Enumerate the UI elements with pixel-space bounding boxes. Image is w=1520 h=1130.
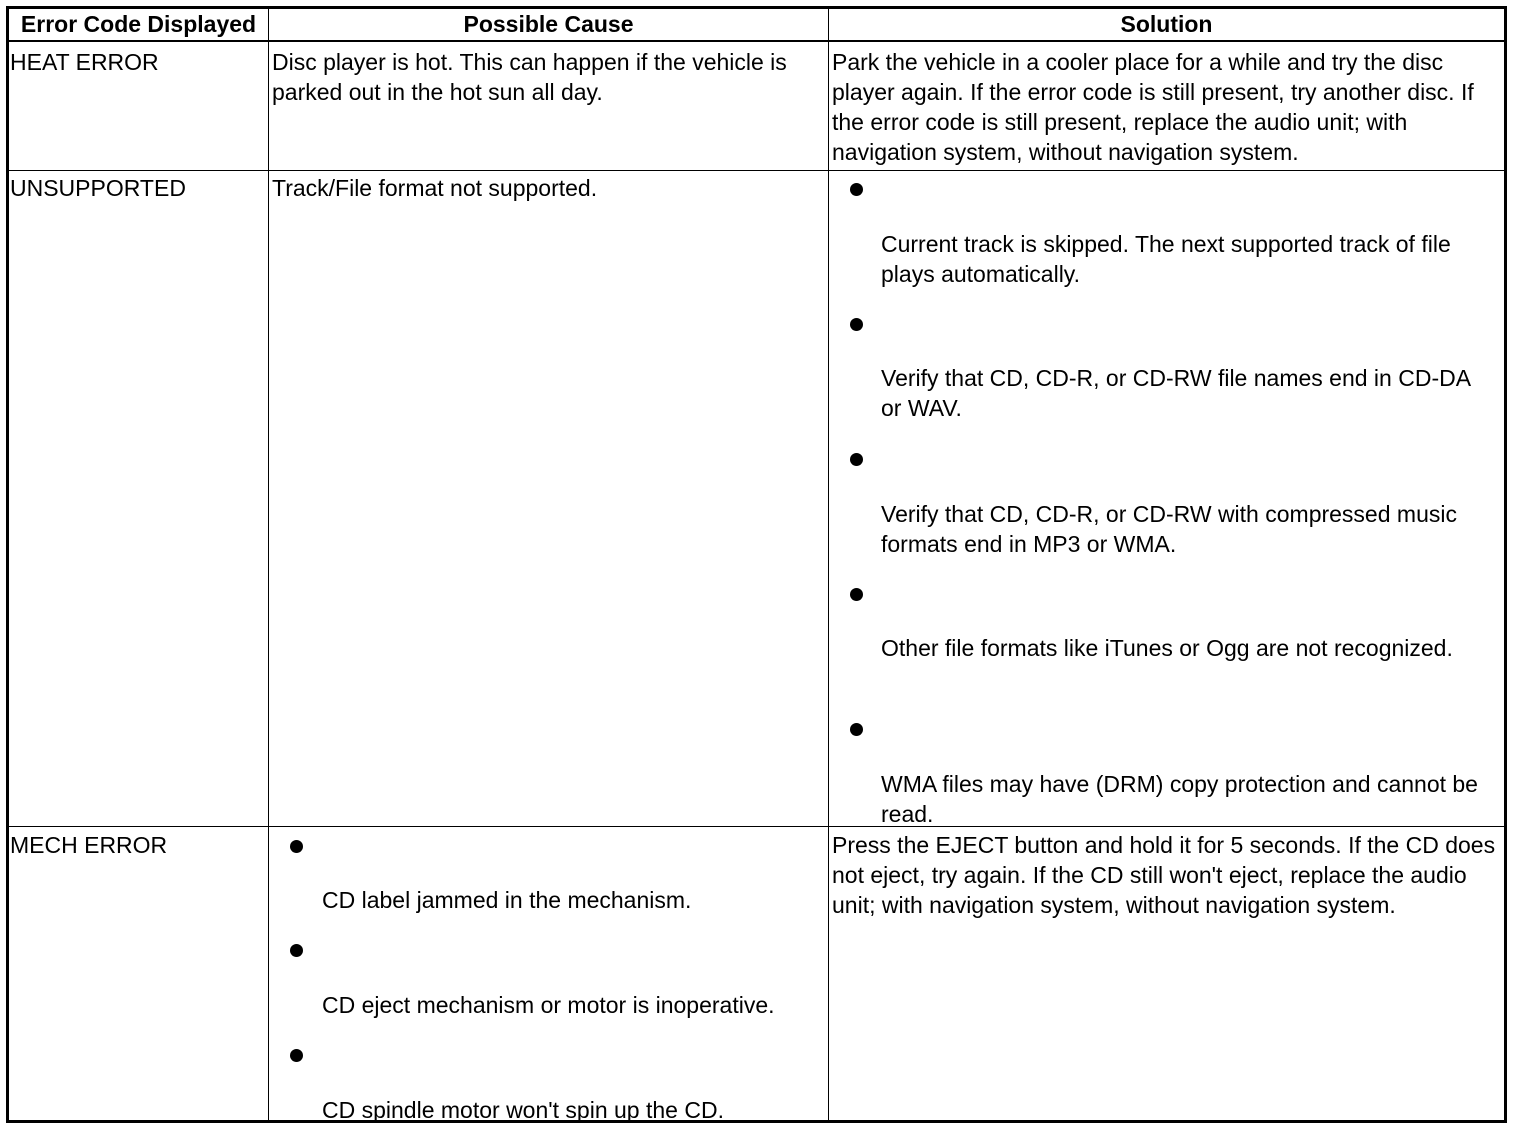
bullet-icon [850, 723, 863, 736]
row-divider [9, 170, 1504, 171]
error-code-cell: MECH ERROR [10, 832, 168, 858]
header-solution: Solution [1120, 11, 1213, 37]
solution-bullet-text: Other file formats like iTunes or Ogg are not recognized. [881, 635, 1453, 661]
solution-bullet-text: Verify that CD, CD-R, or CD-RW with compressed music formats end in MP3 or WMA. [881, 501, 1457, 557]
cause-bullet-text: CD label jammed in the mechanism. [322, 887, 692, 913]
bullet-icon [850, 318, 863, 331]
error-code-cell: HEAT ERROR [10, 49, 159, 75]
header-divider [9, 40, 1504, 42]
bullet-icon [850, 588, 863, 601]
cause-cell: Disc player is hot. This can happen if the vehicle is parked out in the hot sun all day. [272, 49, 787, 105]
cause-bullet-text: CD eject mechanism or motor is inoperative. [322, 992, 775, 1018]
bullet-icon [290, 840, 303, 853]
bullet-icon [850, 453, 863, 466]
error-code-cell: UNSUPPORTED [10, 175, 186, 201]
cause-bullet-text: CD spindle motor won't spin up the CD. [322, 1097, 724, 1123]
solution-bullet-text: WMA files may have (DRM) copy protection and cannot be read. [881, 771, 1478, 827]
bullet-icon [290, 1049, 303, 1062]
header-possible-cause: Possible Cause [463, 11, 634, 37]
solution-bullet-text: Verify that CD, CD-R, or CD-RW file names end in CD-DA or WAV. [881, 365, 1470, 421]
solution-cell: Press the EJECT button and hold it for 5 seconds. If the CD does not eject, try again. If the CD still won't eject, replace the audio unit; with navigation system, without navigation system. [832, 832, 1496, 918]
column-divider [268, 9, 269, 1120]
header-error-code: Error Code Displayed [20, 11, 257, 37]
bullet-icon [850, 183, 863, 196]
solution-bullet-text: Current track is skipped. The next supported track of file plays automatically. [881, 231, 1451, 287]
cause-cell: Track/File format not supported. [272, 175, 598, 201]
column-divider [828, 9, 829, 1120]
bullet-icon [290, 944, 303, 957]
solution-cell: Park the vehicle in a cooler place for a while and try the disc player again. If the error code is still present, try another disc. If the error code is still present, replace the audio unit; with navigation system, without navigation system. [832, 49, 1474, 165]
